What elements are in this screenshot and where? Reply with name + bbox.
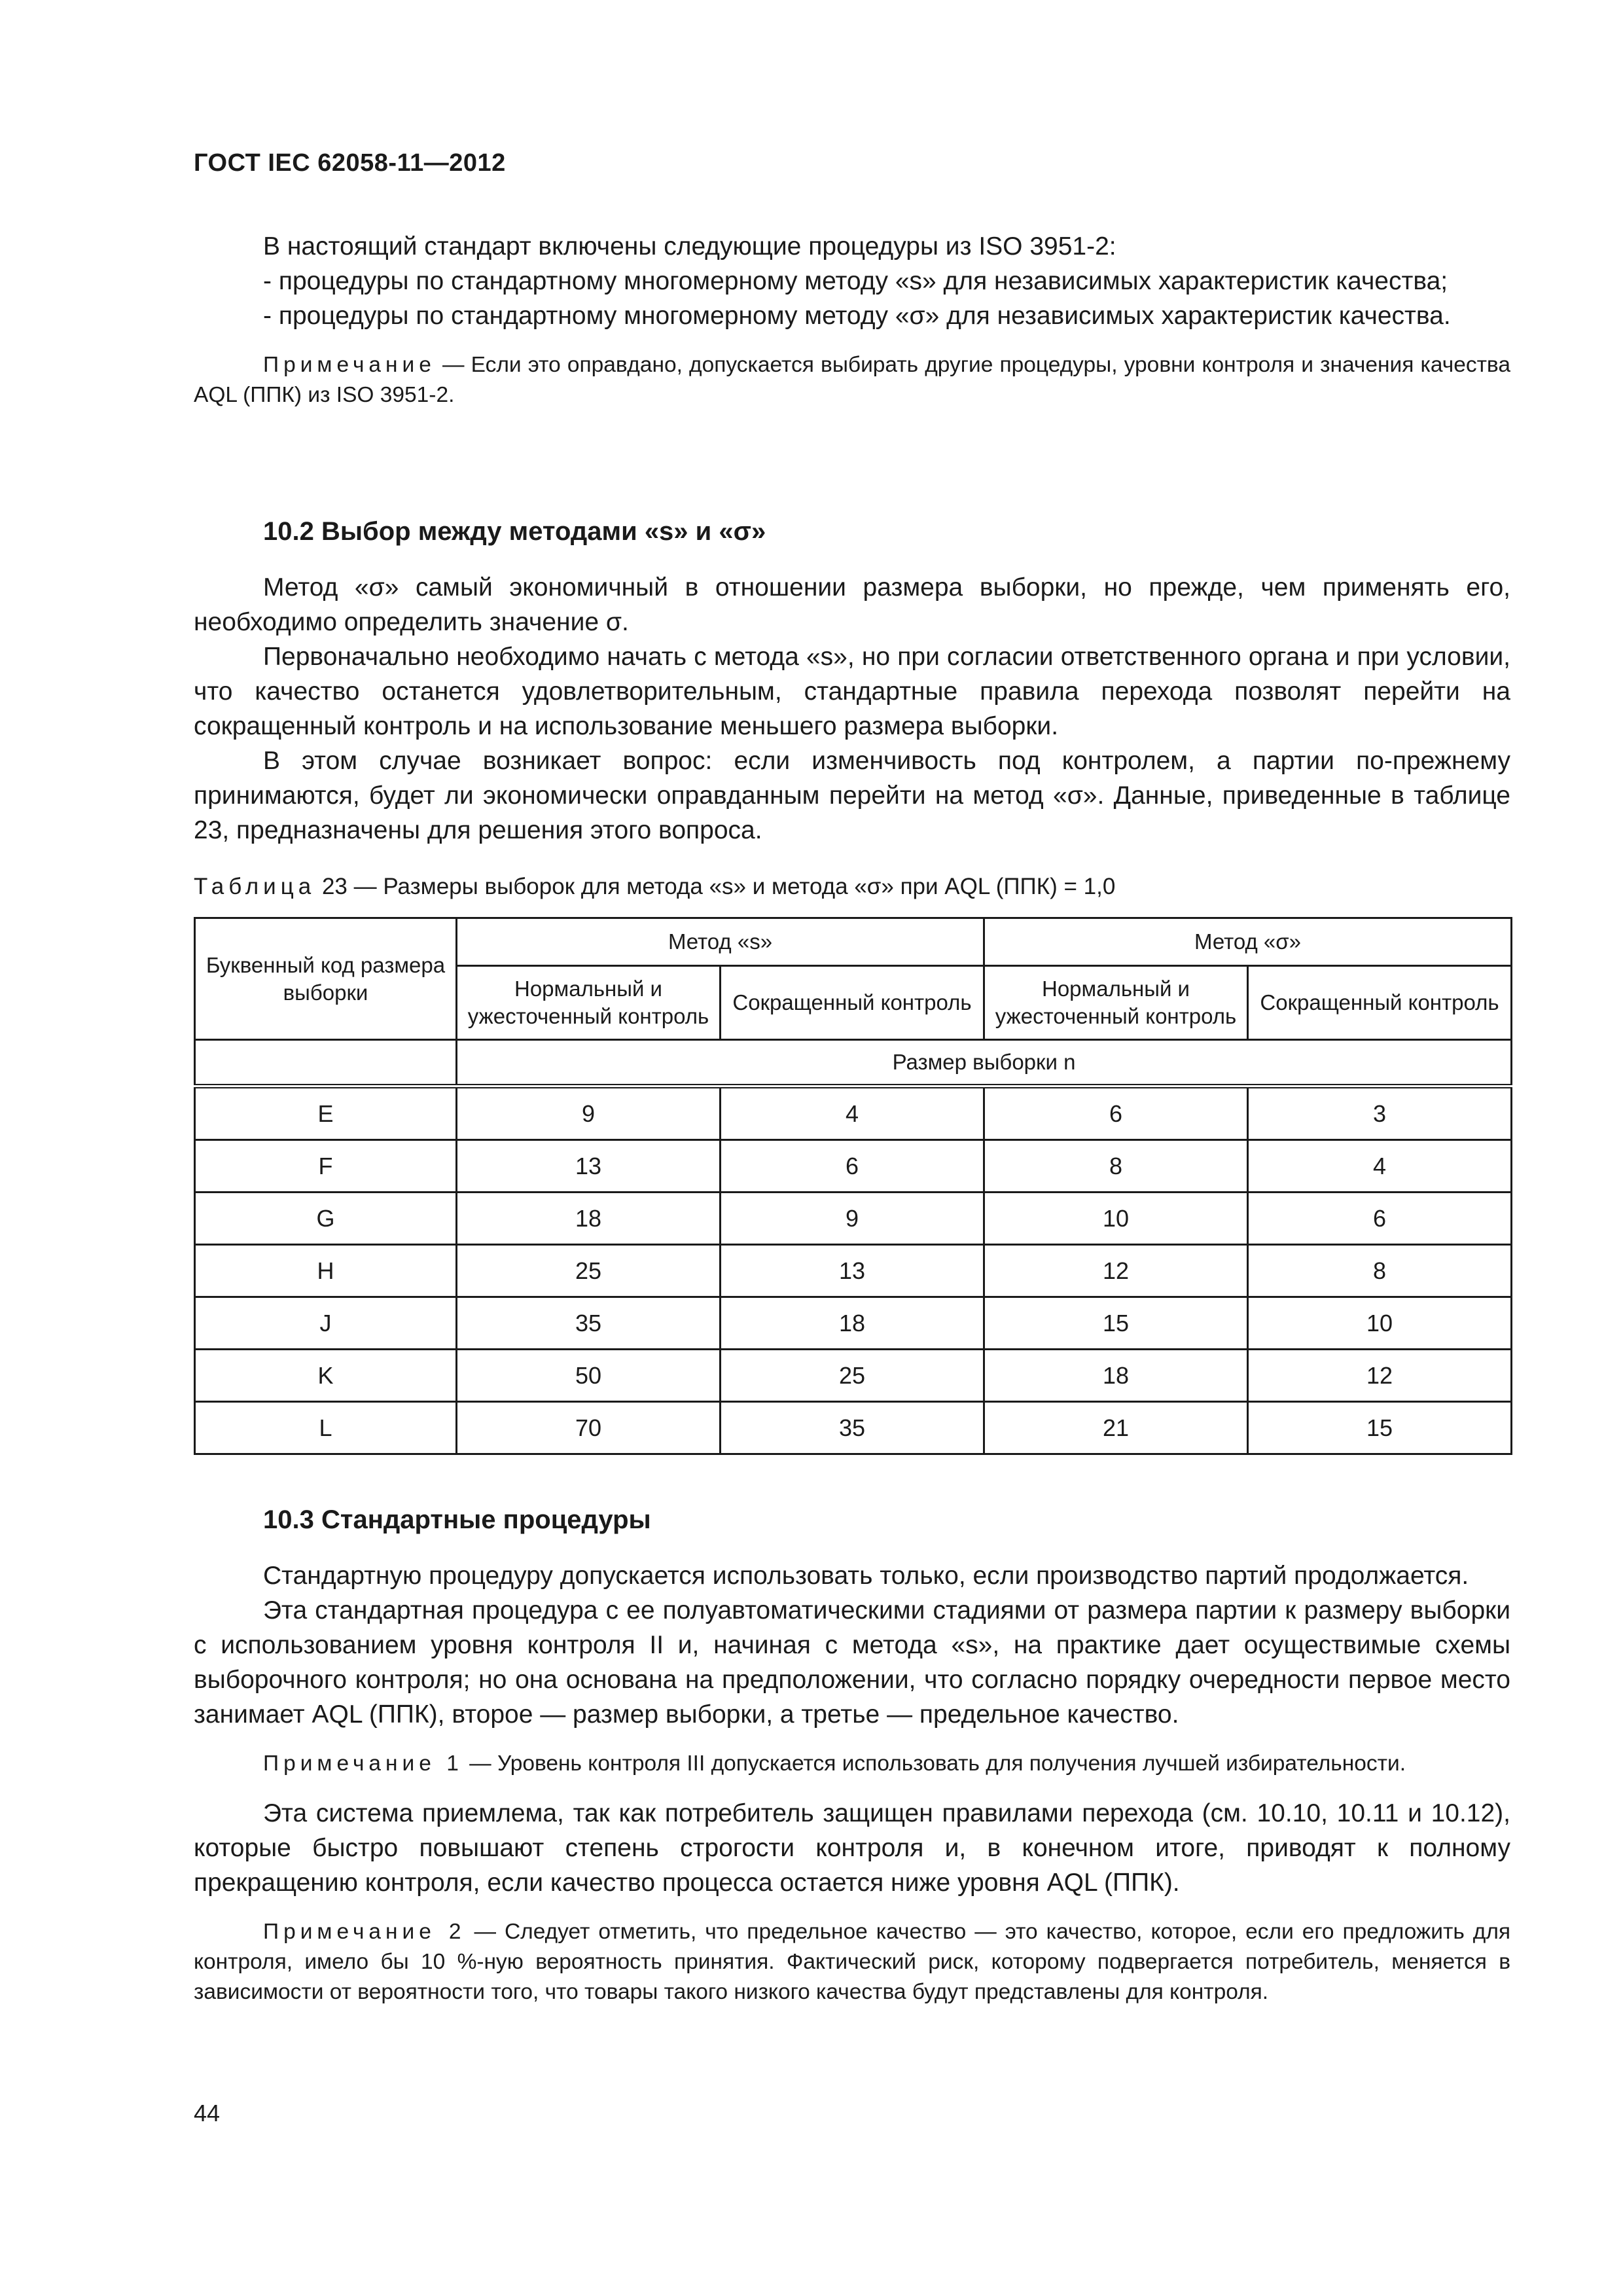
table-cell: 3 — [1248, 1086, 1512, 1140]
table-cell: E — [195, 1086, 457, 1140]
table-cell: 12 — [1248, 1350, 1512, 1402]
intro-block — [194, 229, 1510, 410]
column-header-s-reduced: Сокращенный контроль — [721, 966, 984, 1040]
table-cell: K — [195, 1350, 457, 1402]
section-10-2-paragraph-1: Метод «σ» самый экономичный в отношении размера выборки, но прежде, чем применять его, необходимо определить значение σ. — [194, 573, 1510, 636]
note-text: — Если это оправдано, допускается выбирать другие процедуры, уровни контроля и значения качества AQL (ППК) из ISO 3951-2. — [194, 353, 1510, 407]
section-10-3-paragraph-2: Эта стандартная процедура с ее полуавтоматическими стадиями от размера партии к размеру выборки с использованием уровня контроля II и, начиная с метода «s», на практике дает осуществимые схемы выборочного контроля; но она основана на предположении, что согласно порядку очередности первое место занимает AQL (ППК), второе — размер выборки, а третье — предельное качество. — [194, 1596, 1510, 1729]
table-row — [195, 1297, 1512, 1350]
section-10-3-paragraph-3: Эта система приемлема, так как потребитель защищен правилами перехода (см. 10.10, 10.11 и 10.12), которые быстро повышают степень строгости контроля и, в конечном итоге, приводят к полному прекращению контроля, если качество процесса остается ниже уровня AQL (ППК). — [194, 1799, 1510, 1897]
table-row — [195, 1245, 1512, 1297]
column-header-sigma-reduced: Сокращенный контроль — [1248, 966, 1512, 1040]
table-cell: 13 — [721, 1245, 984, 1297]
table-cell: 6 — [721, 1140, 984, 1193]
note-2-label: Примечание 2 — [263, 1920, 466, 1944]
table-cell: 8 — [984, 1140, 1248, 1193]
table-cell: 25 — [457, 1245, 721, 1297]
column-header-sample-size: Размер выборки n — [457, 1040, 1512, 1086]
table-cell: 15 — [1248, 1402, 1512, 1454]
section-10-2 — [194, 517, 1510, 848]
column-header-sigma-normal: Нормальный и ужесточенный контроль — [984, 966, 1248, 1040]
table-cell: 35 — [721, 1402, 984, 1454]
header-empty-cell — [195, 1040, 457, 1086]
column-header-method-sigma: Метод «σ» — [984, 918, 1512, 966]
section-10-2-paragraph-3: В этом случае возникает вопрос: если изменчивость под контролем, а партии по-прежнему принимаются, будет ли экономически оправданным перейти на метод «σ». Данные, приведенные в таблице 23, предназначены для решения этого вопроса. — [194, 747, 1510, 844]
section-10-2-paragraph-2: Первоначально необходимо начать с метода «s», но при согласии ответственного органа и при условии, что качество останется удовлетворительным, стандартные правила перехода позволят перейти на сокращенный контроль и на использование меньшего размера выборки. — [194, 643, 1510, 740]
table-cell: 13 — [457, 1140, 721, 1193]
sample-size-table — [194, 917, 1512, 1455]
table-cell: H — [195, 1245, 457, 1297]
table-title — [194, 874, 1510, 900]
intro-note — [194, 350, 1510, 410]
section-heading-10-2: 10.2 Выбор между методами «s» и «σ» — [263, 517, 766, 546]
table-23-block — [194, 874, 1510, 1455]
table-row — [195, 1350, 1512, 1402]
section-10-3 — [194, 1505, 1510, 2007]
table-row — [195, 1140, 1512, 1193]
note-label: Примечание — [263, 353, 436, 377]
column-header-letter-code: Буквенный код размера выборки — [195, 918, 457, 1040]
note-1-label: Примечание 1 — [263, 1751, 463, 1776]
table-row — [195, 1086, 1512, 1140]
table-cell: 6 — [984, 1086, 1248, 1140]
column-header-method-s: Метод «s» — [457, 918, 984, 966]
table-cell: 6 — [1248, 1193, 1512, 1245]
section-10-3-paragraph-1: Стандартную процедуру допускается использовать только, если производство партий продолжается. — [263, 1562, 1469, 1590]
table-cell: 18 — [457, 1193, 721, 1245]
table-cell: J — [195, 1297, 457, 1350]
table-row — [195, 1193, 1512, 1245]
column-header-s-normal: Нормальный и ужесточенный контроль — [457, 966, 721, 1040]
table-cell: 35 — [457, 1297, 721, 1350]
table-cell: 8 — [1248, 1245, 1512, 1297]
table-cell: 15 — [984, 1297, 1248, 1350]
table-cell: 18 — [721, 1297, 984, 1350]
table-cell: 25 — [721, 1350, 984, 1402]
table-cell: 21 — [984, 1402, 1248, 1454]
section-heading-10-3: 10.3 Стандартные процедуры — [263, 1505, 651, 1534]
table-row — [195, 1402, 1512, 1454]
note-1-text: — Уровень контроля III допускается использовать для получения лучшей избирательности. — [463, 1751, 1406, 1776]
table-cell: 10 — [984, 1193, 1248, 1245]
page-number: 44 — [194, 2100, 221, 2126]
table-cell: 70 — [457, 1402, 721, 1454]
table-cell: 4 — [1248, 1140, 1512, 1193]
intro-list-item-1: - процедуры по стандартному многомерному методу «s» для независимых характеристик качества; — [263, 267, 1448, 295]
table-cell: 50 — [457, 1350, 721, 1402]
table-cell: 4 — [721, 1086, 984, 1140]
table-cell: 9 — [721, 1193, 984, 1245]
table-cell: F — [195, 1140, 457, 1193]
table-cell: 12 — [984, 1245, 1248, 1297]
table-title-label: Таблица — [194, 874, 316, 899]
table-cell: 18 — [984, 1350, 1248, 1402]
section-10-3-note-1 — [194, 1749, 1510, 1779]
intro-list-item-2: - процедуры по стандартному многомерному методу «σ» для независимых характеристик качества. — [263, 302, 1451, 330]
table-cell: L — [195, 1402, 457, 1454]
document-header: ГОСТ IEC 62058-11—2012 — [194, 149, 506, 177]
section-10-3-note-2 — [194, 1917, 1510, 2007]
table-title-text: 23 — Размеры выборок для метода «s» и метода «σ» при AQL (ППК) = 1,0 — [315, 874, 1116, 899]
table-cell: 10 — [1248, 1297, 1512, 1350]
table-cell: G — [195, 1193, 457, 1245]
intro-paragraph-1: В настоящий стандарт включены следующие процедуры из ISO 3951-2: — [263, 232, 1116, 260]
note-2-text: — Следует отметить, что предельное качество — это качество, которое, если его предложить для контроля, имело бы 10 %-ную вероятность принятия. Фактический риск, которому подвергается потребитель, меняется в зависимости от вероятности того, что товары такого низкого качества будут представлены для контроля. — [194, 1920, 1511, 2004]
table-cell: 9 — [457, 1086, 721, 1140]
